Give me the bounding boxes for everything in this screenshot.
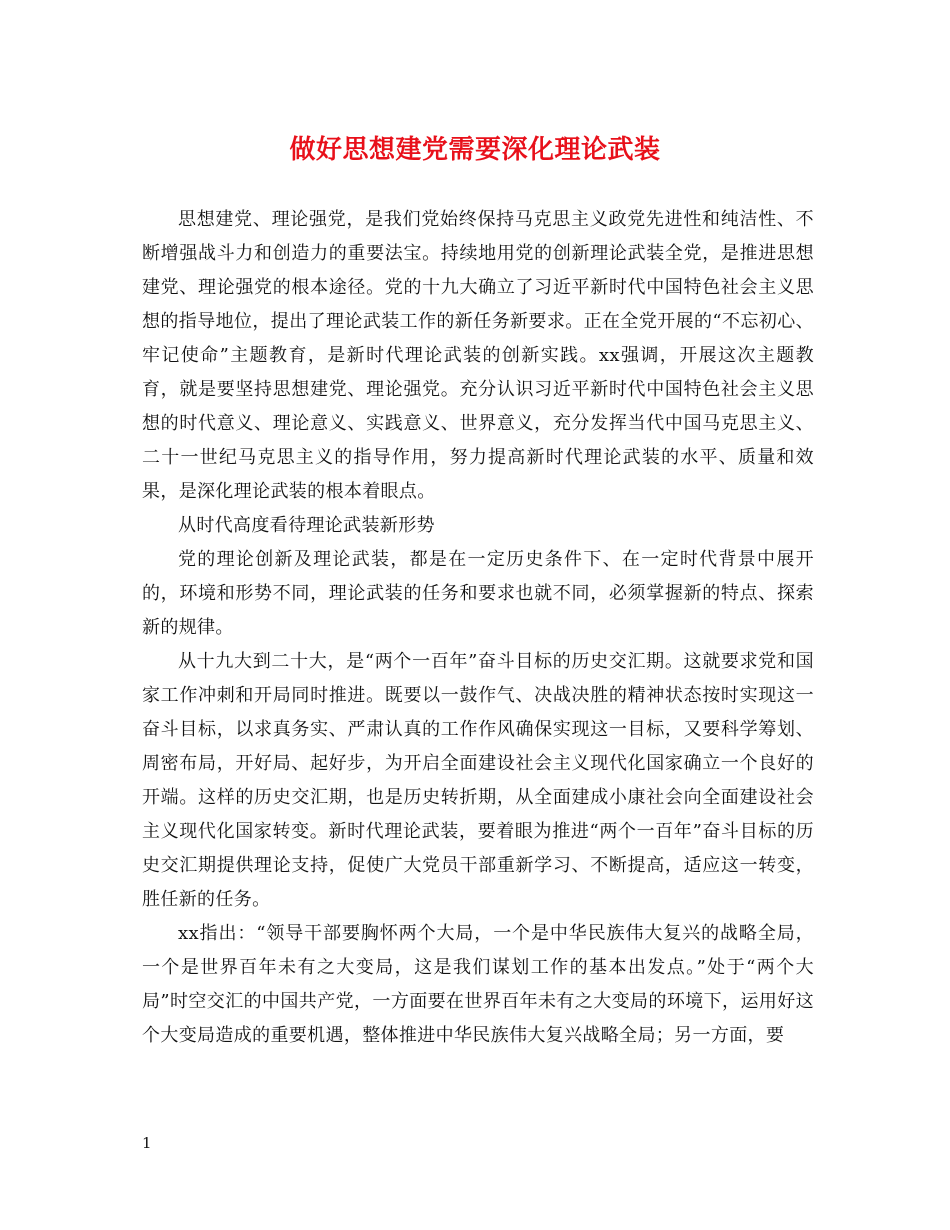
- paragraph-3: 从十九大到二十大，是“两个一百年”奋斗目标的历史交汇期。这就要求党和国家工作冲刺和开局同时推进。既要以一鼓作气、决战决胜的精神状态按时实现这一奋斗目标，以求真务实、严肃认真的工作作风确保实现这一目标，又要科学筹划、周密布局，开好局、起好步，为开启全面建设社会主义现代化国家确立一个良好的开端。这样的历史交汇期，也是历史转折期，从全面建成小康社会向全面建设社会主义现代化国家转变。新时代理论武装，要着眼为推进“两个一百年”奋斗目标的历史交汇期提供理论支持，促使广大党员干部重新学习、不断提高，适应这一转变，胜任新的任务。: [142, 651, 814, 910]
- section-heading: 从时代高度看待理论武装新形势: [178, 515, 435, 536]
- page-number: 1: [142, 1134, 152, 1152]
- paragraph-4: xx指出：“领导干部要胸怀两个大局，一个是中华民族伟大复兴的战略全局，一个是世界百年未有之大变局，这是我们谋划工作的基本出发点。”处于“两个大局”时空交汇的中国共产党，一方面要在世界百年未有之大变局的环境下，运用好这个大变局造成的重要机遇，整体推进中华民族伟大复兴战略全局；另一方面，要: [142, 923, 814, 1046]
- document-body: [142, 203, 814, 1053]
- paragraph-1: 思想建党、理论强党，是我们党始终保持马克思主义政党先进性和纯洁性、不断增强战斗力和创造力的重要法宝。持续地用党的创新理论武装全党，是推进思想建党、理论强党的根本途径。党的十九大确立了习近平新时代中国特色社会主义思想的指导地位，提出了理论武装工作的新任务新要求。正在全党开展的“不忘初心、牢记使命”主题教育，是新时代理论武装的创新实践。xx强调，开展这次主题教育，就是要坚持思想建党、理论强党。充分认识习近平新时代中国特色社会主义思想的时代意义、理论意义、实践意义、世界意义，充分发挥当代中国马克思主义、二十一世纪马克思主义的指导作用，努力提高新时代理论武装的水平、质量和效果，是深化理论武装的根本着眼点。: [142, 209, 814, 502]
- document-title: 做好思想建党需要深化理论武装: [289, 135, 661, 165]
- paragraph-2: 党的理论创新及理论武装，都是在一定历史条件下、在一定时代背景中展开的，环境和形势不同，理论武装的任务和要求也就不同，必须掌握新的特点、探索新的规律。: [142, 549, 814, 638]
